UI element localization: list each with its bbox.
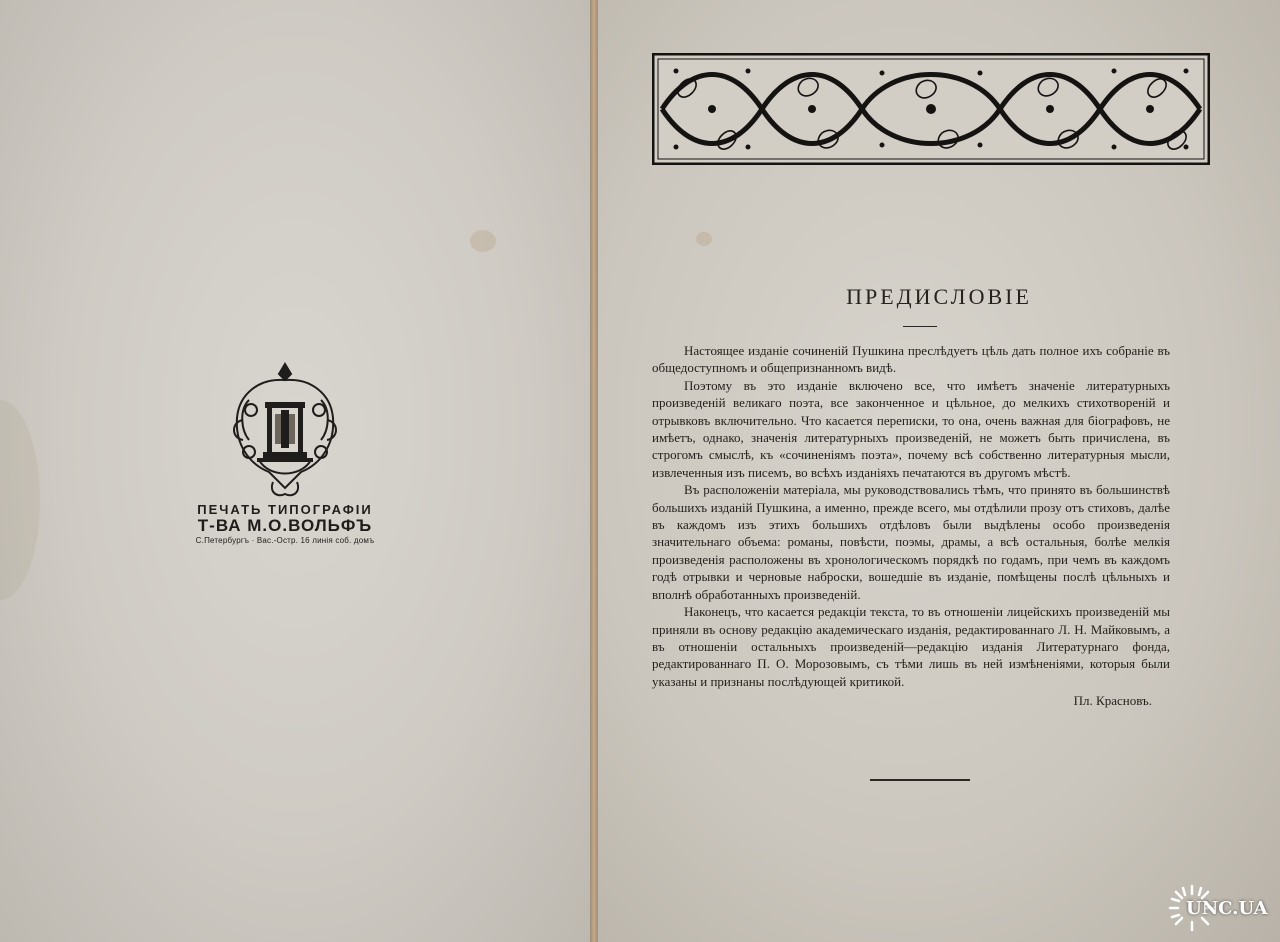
signature: Пл. Красновъ.	[1073, 693, 1152, 709]
watermark-text: UNC.UA	[1186, 898, 1268, 919]
paragraph-4: Наконецъ, что касается редакціи текста, то въ отношеніи лицейскихъ произведеній мы приняли въ основу редакцію академическаго изданія, редактированнаго Л. Н. Майковымъ, а въ отношеніи остальныхъ произведеній—редакцію изданія Литературнаго фонда, редактированнаго П. О. Морозовымъ, съ тѣми лишь въ ней измѣненіями, которыя были указаны и признаны послѣдующей критикой.	[652, 604, 1170, 689]
watermark	[1166, 882, 1276, 934]
preface-text	[652, 342, 1170, 710]
printer-mark	[190, 360, 380, 547]
title-rule	[903, 326, 937, 327]
imprint-line-3: С.Петербургъ · Вас.-Остр. 16 линія соб. домъ	[195, 536, 375, 545]
paragraph-2: Поэтому въ это изданіе включено все, что имѣетъ значеніе литературныхъ произведеній великаго поэта, все законченное и цѣльное, до мелкихъ стихотвореній и отрывковъ включительно. Что касается переписки, то она, очень важная для біографовъ, не имѣетъ, однако, значенія литературныхъ произведеній, не можетъ быть причислена, въ строгомъ смыслѣ, къ «сочиненіямъ поэта», почему всѣ собственно литературныя мысли, извлеченныя изъ писемъ, во всѣхъ изданіяхъ печатаются въ другомъ мѣстѣ.	[652, 377, 1170, 480]
imprint-line-2: Т-ВА М.О.ВОЛЬФЪ	[197, 516, 373, 535]
paragraph-1: Настоящее изданіе сочиненій Пушкина преслѣдуетъ цѣль дать полное ихъ собраніе въ общедоступномъ и общепризнанномъ видѣ.	[652, 343, 1170, 376]
page-title: ПРЕДИСЛОВІЕ	[846, 284, 1032, 309]
end-rule	[870, 779, 970, 781]
left-page	[0, 0, 594, 942]
printer-emblem-icon	[229, 360, 341, 500]
imprint-line-1: ПЕЧАТЬ ТИПОГРАФІИ	[197, 502, 373, 517]
decorative-headpiece	[652, 53, 1210, 165]
paragraph-3: Въ расположеніи матеріала, мы руководствовались тѣмъ, что принято въ большинствѣ большихъ изданій Пушкина, а именно, прежде всего, мы отдѣлили прозу отъ стиховъ, далѣе въ каждомъ изъ этихъ большихъ отдѣловъ были выдѣлены особо произведенія значительнаго объема: романы, повѣсти, поэмы, драмы, а всѣ остальныя, болѣе мелкія произведенія расположены въ хронологическомъ порядкѣ по годамъ, при чемъ въ каждомъ годѣ отрывки и черновые наброски, вошедшіе въ изданіе, помѣщены послѣ цѣльныхъ и вполнѣ обработанныхъ произведеній.	[652, 482, 1170, 602]
